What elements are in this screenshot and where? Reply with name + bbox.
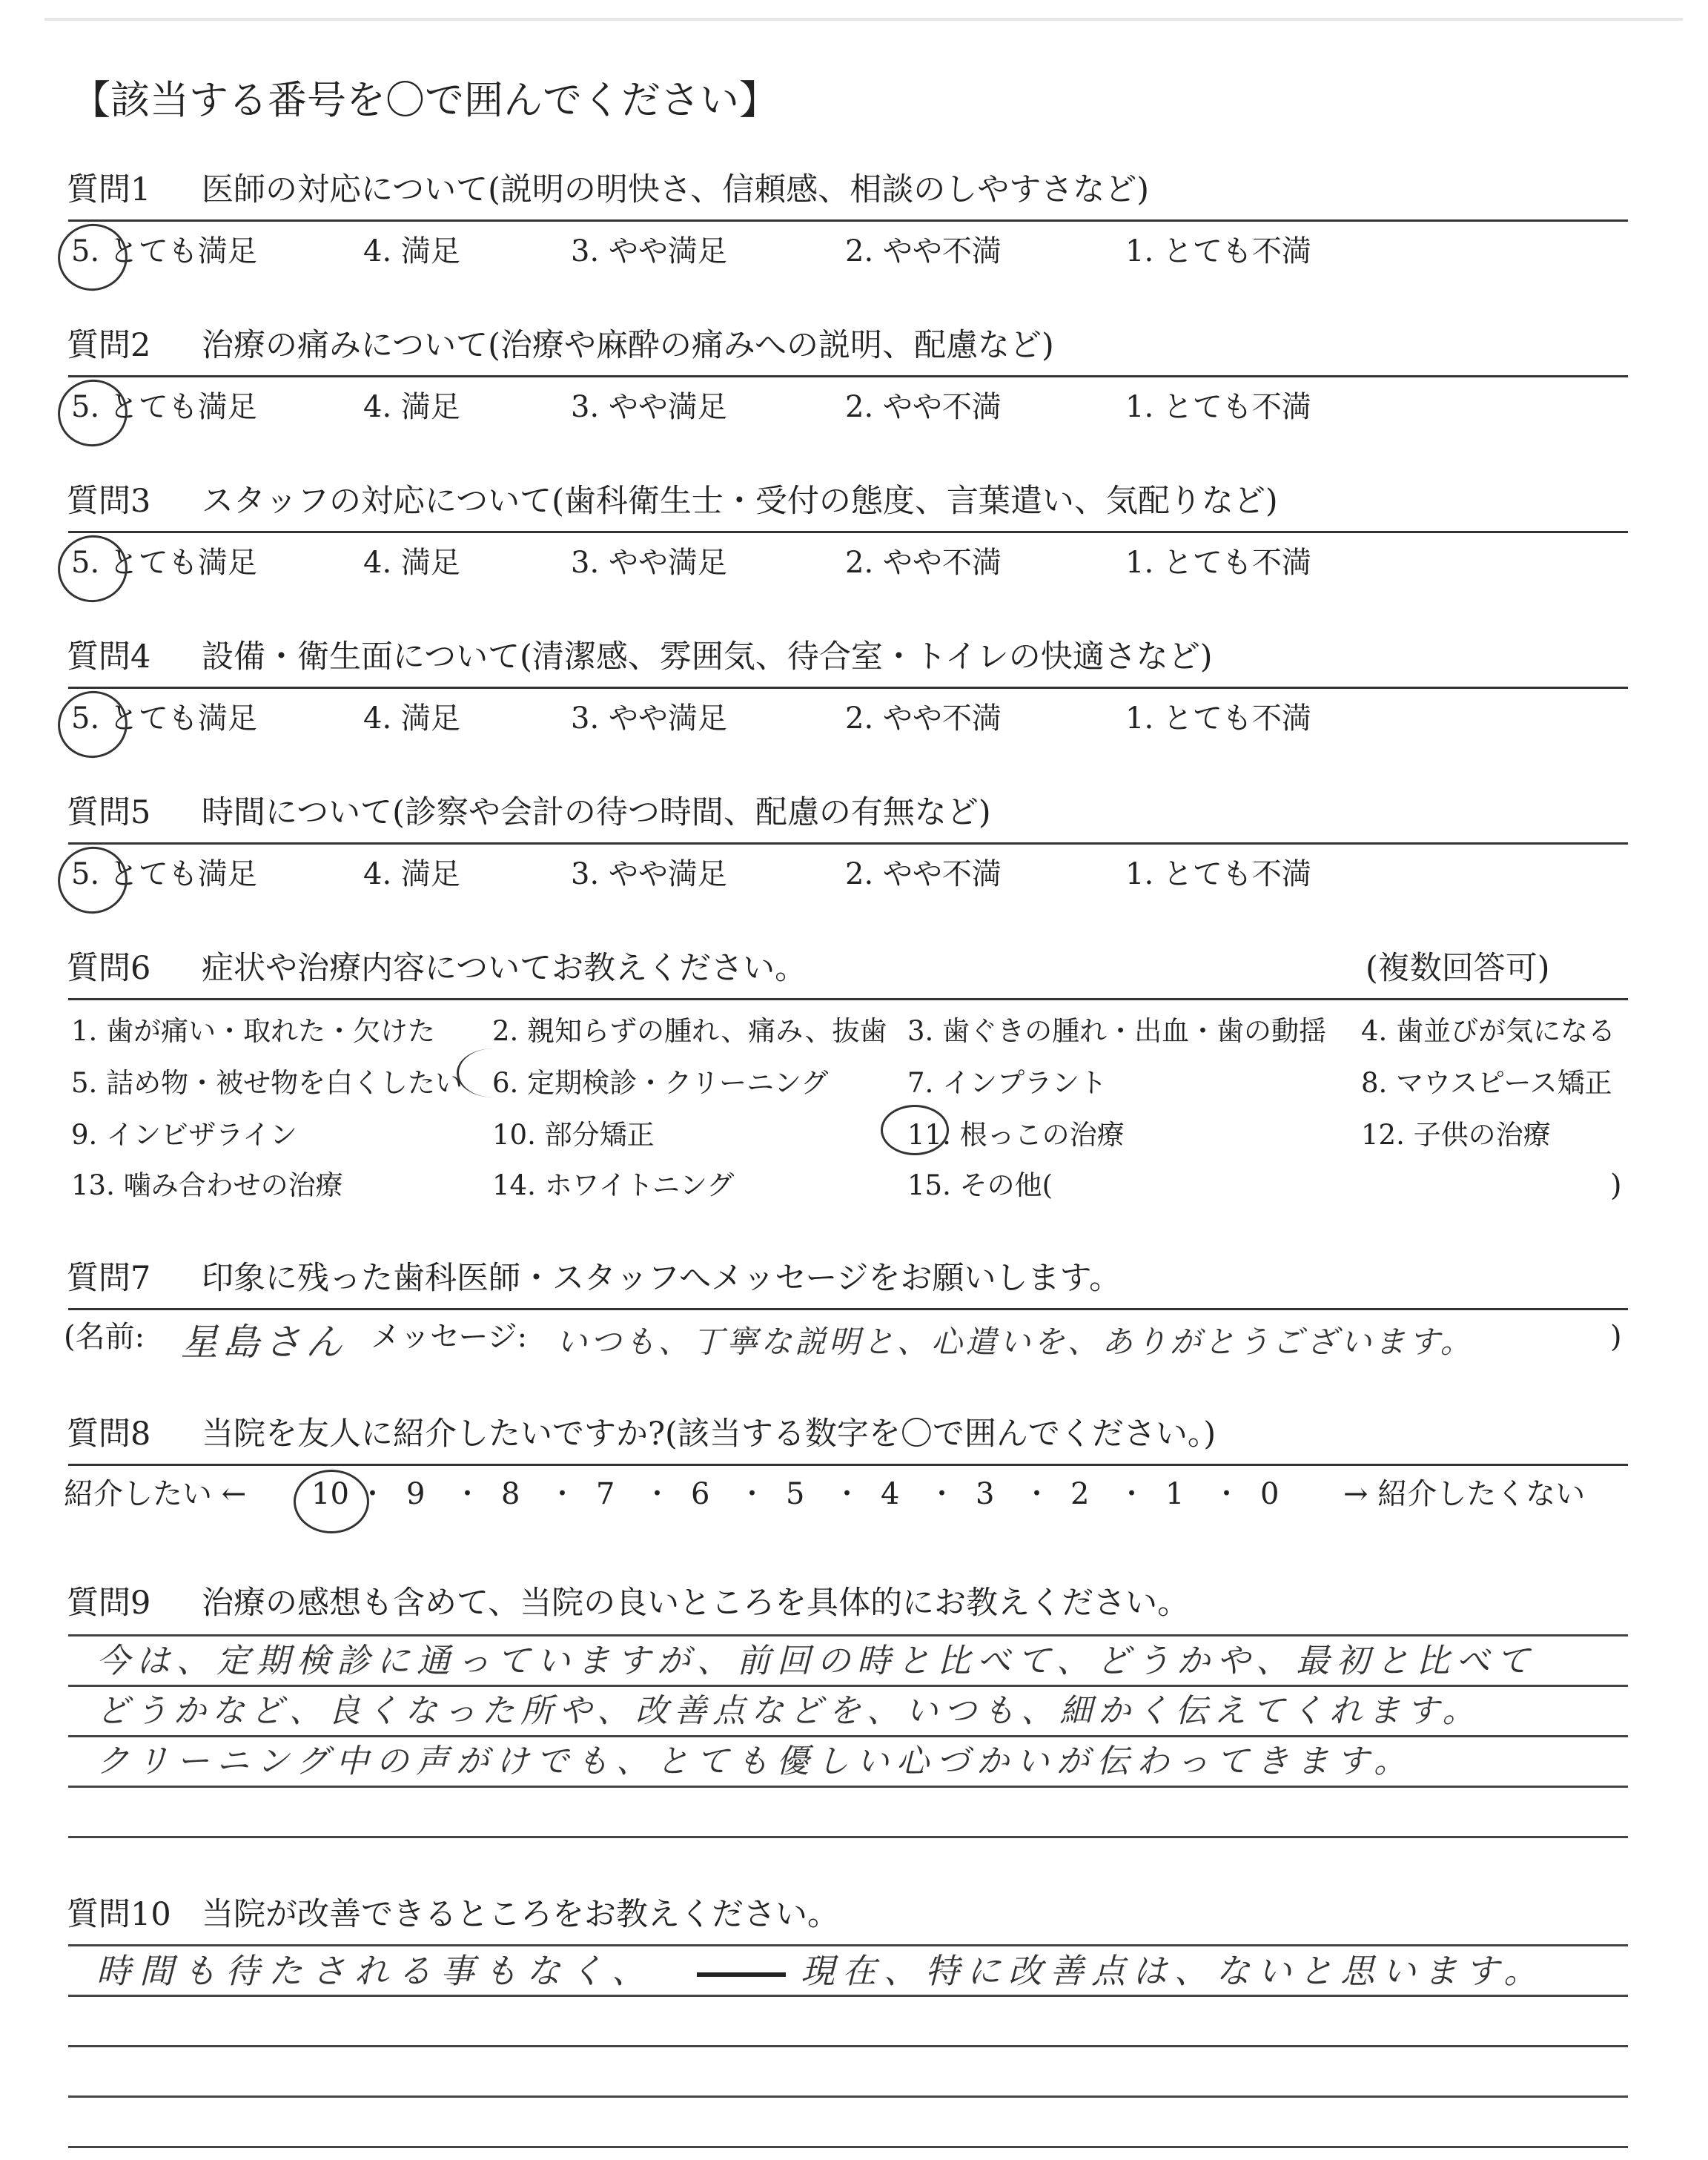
q3-option-5[interactable]: 5. とても満足: [71, 546, 257, 580]
q3-rule: [68, 531, 1628, 533]
q3-option-3[interactable]: 3. やや満足: [571, 546, 727, 580]
q4-option-5[interactable]: 5. とても満足: [71, 701, 257, 736]
q10-rule-3: [68, 2045, 1628, 2047]
q1-option-2[interactable]: 2. やや不満: [845, 234, 1002, 268]
q8-separator: ・: [359, 1478, 386, 1510]
q6-option-12[interactable]: 12. 子供の治療: [1361, 1119, 1551, 1151]
q4-selection-mark: [52, 684, 134, 764]
q2-option-4[interactable]: 4. 満足: [363, 390, 460, 424]
q10-label: 質問10: [67, 1896, 171, 1933]
q6-option-11[interactable]: 11. 根っこの治療: [907, 1119, 1125, 1151]
q8-right-label: → 紹介したくない: [1343, 1477, 1586, 1511]
q4-text: 設備・衛生面について(清潔感、雰囲気、待合室・トイレの快適さなど): [202, 638, 1213, 676]
q8-separator: ・: [549, 1478, 576, 1510]
q6-option-4[interactable]: 4. 歯並びが気になる: [1361, 1015, 1616, 1047]
q8-number-8[interactable]: 8: [501, 1477, 520, 1511]
q6-label: 質問6: [67, 950, 151, 987]
q8-selection-mark: [294, 1470, 369, 1533]
q5-text: 時間について(診察や会計の待つ時間、配慮の有無など): [202, 794, 991, 831]
q6-option-14[interactable]: 14. ホワイトニング: [492, 1169, 735, 1201]
q6-option-15[interactable]: 15. その他(: [907, 1169, 1053, 1201]
q4-option-1[interactable]: 1. とても不満: [1125, 701, 1311, 736]
q3-option-4[interactable]: 4. 満足: [363, 546, 460, 580]
q6-option-6[interactable]: 6. 定期検診・クリーニング: [492, 1067, 829, 1099]
q7-message-value: いつも、丁寧な説明と、心遣いを、ありがとうございます。: [556, 1324, 1474, 1360]
q1-label: 質問1: [67, 171, 151, 208]
q6-selection-mark-6: [457, 1048, 530, 1097]
q4-option-2[interactable]: 2. やや不満: [845, 701, 1002, 736]
q3-text: スタッフの対応について(歯科衛生士・受付の態度、言葉遣い、気配りなど): [202, 483, 1278, 520]
q8-separator: ・: [643, 1478, 671, 1510]
q10-answer-after: 現在、特に改善点は、ないと思います。: [801, 1951, 1546, 1991]
q2-option-3[interactable]: 3. やや満足: [571, 390, 727, 424]
q1-option-1[interactable]: 1. とても不満: [1125, 234, 1311, 268]
q10-strikeout: [697, 1972, 786, 1977]
q8-separator: ・: [738, 1478, 766, 1510]
q6-option-1[interactable]: 1. 歯が痛い・取れた・欠けた: [71, 1015, 436, 1047]
q8-separator: ・: [1118, 1478, 1145, 1510]
q8-number-1[interactable]: 1: [1165, 1477, 1185, 1511]
q4-rule: [68, 687, 1628, 689]
q6-option-5[interactable]: 5. 詰め物・被せ物を白くしたい: [71, 1067, 463, 1099]
q2-text: 治療の痛みについて(治療や麻酔の痛みへの説明、配慮など): [202, 327, 1054, 364]
q1-option-4[interactable]: 4. 満足: [363, 234, 460, 268]
q9-rule-1: [68, 1634, 1628, 1636]
q3-option-2[interactable]: 2. やや不満: [845, 546, 1002, 580]
q9-rule-5: [68, 1836, 1628, 1838]
q5-option-4[interactable]: 4. 満足: [363, 857, 460, 891]
q5-label: 質問5: [67, 794, 151, 831]
q9-text: 治療の感想も含めて、当院の良いところを具体的にお教えください。: [202, 1585, 1190, 1622]
q2-option-5[interactable]: 5. とても満足: [71, 390, 257, 424]
q4-option-3[interactable]: 3. やや満足: [571, 701, 727, 736]
q6-option-9[interactable]: 9. インビザライン: [71, 1119, 297, 1151]
q8-number-9[interactable]: 9: [406, 1477, 426, 1511]
q5-option-3[interactable]: 3. やや満足: [571, 857, 727, 891]
q7-rule: [68, 1308, 1628, 1310]
q10-rule-5: [68, 2146, 1628, 2148]
q4-label: 質問4: [67, 638, 151, 676]
q6-option-2[interactable]: 2. 親知らずの腫れ、痛み、抜歯: [492, 1015, 887, 1047]
q9-label: 質問9: [67, 1585, 151, 1622]
q8-number-0[interactable]: 0: [1260, 1477, 1280, 1511]
q10-rule-4: [68, 2095, 1628, 2098]
q8-left-label: 紹介したい ←: [64, 1477, 247, 1511]
q6-option-8[interactable]: 8. マウスピース矯正: [1361, 1067, 1612, 1099]
q1-option-3[interactable]: 3. やや満足: [571, 234, 727, 268]
q9-rule-4: [68, 1786, 1628, 1788]
q1-selection-mark: [52, 217, 134, 297]
q5-selection-mark: [52, 840, 134, 920]
q1-rule: [68, 219, 1628, 222]
q6-text: 症状や治療内容についてお教えください。: [202, 950, 807, 987]
q6-selection-mark-11: [881, 1105, 949, 1155]
q4-option-4[interactable]: 4. 満足: [363, 701, 460, 736]
q9-rule-2: [68, 1685, 1628, 1687]
q8-rule: [68, 1464, 1628, 1466]
q5-rule: [68, 842, 1628, 845]
q8-number-10[interactable]: 10: [311, 1477, 349, 1511]
q6-note: (複数回答可): [1366, 950, 1550, 987]
q3-label: 質問3: [67, 483, 151, 520]
q8-number-5[interactable]: 5: [786, 1477, 805, 1511]
q9-answer-line-2: どうかなど、良くなった所や、改善点などを、いつも、細かく伝えてくれます。: [96, 1692, 1481, 1730]
q9-answer-line-3: クリーニング中の声がけでも、とても優しい心づかいが伝わってきます。: [96, 1743, 1414, 1780]
scan-edge: [44, 18, 1683, 21]
q2-rule: [68, 375, 1628, 377]
q2-label: 質問2: [67, 327, 151, 364]
q10-answer-before: 時間も待たされる事もなく、: [96, 1951, 655, 1991]
q5-option-5[interactable]: 5. とても満足: [71, 857, 257, 891]
q9-rule-3: [68, 1735, 1628, 1737]
q5-option-1[interactable]: 1. とても不満: [1125, 857, 1311, 891]
q8-separator: ・: [928, 1478, 956, 1510]
q7-message-label: メッセージ:: [371, 1320, 528, 1354]
q2-option-1[interactable]: 1. とても不満: [1125, 390, 1311, 424]
q6-option-10[interactable]: 10. 部分矯正: [492, 1119, 655, 1151]
q8-number-3[interactable]: 3: [976, 1477, 995, 1511]
q7-name-value: 星島さん: [181, 1321, 347, 1364]
q6-option-3[interactable]: 3. 歯ぐきの腫れ・出血・歯の動揺: [907, 1015, 1327, 1047]
q3-selection-mark: [52, 529, 134, 609]
instruction-heading: 【該当する番号を〇で囲んでください】: [71, 78, 778, 123]
q5-option-2[interactable]: 2. やや不満: [845, 857, 1002, 891]
q9-answer-line-1: 今は、定期検診に通っていますが、前回の時と比べて、どうかや、最初と比べて: [96, 1641, 1537, 1680]
q3-option-1[interactable]: 1. とても不満: [1125, 546, 1311, 580]
q8-separator: ・: [1023, 1478, 1050, 1510]
q6-option-13[interactable]: 13. 噛み合わせの治療: [71, 1169, 343, 1201]
q8-number-6[interactable]: 6: [691, 1477, 710, 1511]
q7-label: 質問7: [67, 1260, 151, 1297]
q8-text: 当院を友人に紹介したいですか?(該当する数字を〇で囲んでください。): [202, 1416, 1217, 1453]
q10-rule-2: [68, 1995, 1628, 1997]
q10-rule-1: [68, 1944, 1628, 1946]
q7-close: ): [1610, 1320, 1622, 1354]
q2-option-2[interactable]: 2. やや不満: [845, 390, 1002, 424]
q8-separator: ・: [454, 1478, 481, 1510]
q1-text: 医師の対応について(説明の明快さ、信頼感、相談のしやすさなど): [202, 171, 1149, 208]
q8-number-7[interactable]: 7: [596, 1477, 615, 1511]
q6-option-7[interactable]: 7. インプラント: [907, 1067, 1108, 1099]
q6-other-close: ): [1610, 1169, 1622, 1203]
q8-separator: ・: [1213, 1478, 1240, 1510]
q6-rule: [68, 998, 1628, 1000]
q7-text: 印象に残った歯科医師・スタッフへメッセージをお願いします。: [202, 1260, 1122, 1297]
q1-option-5[interactable]: 5. とても満足: [71, 234, 257, 268]
q8-number-4[interactable]: 4: [881, 1477, 900, 1511]
q7-name-label: (名前:: [64, 1320, 145, 1354]
q10-text: 当院が改善できるところをお教えください。: [202, 1896, 839, 1933]
q8-number-2[interactable]: 2: [1070, 1477, 1090, 1511]
q8-separator: ・: [833, 1478, 861, 1510]
q8-label: 質問8: [67, 1416, 151, 1453]
q2-selection-mark: [52, 373, 134, 453]
